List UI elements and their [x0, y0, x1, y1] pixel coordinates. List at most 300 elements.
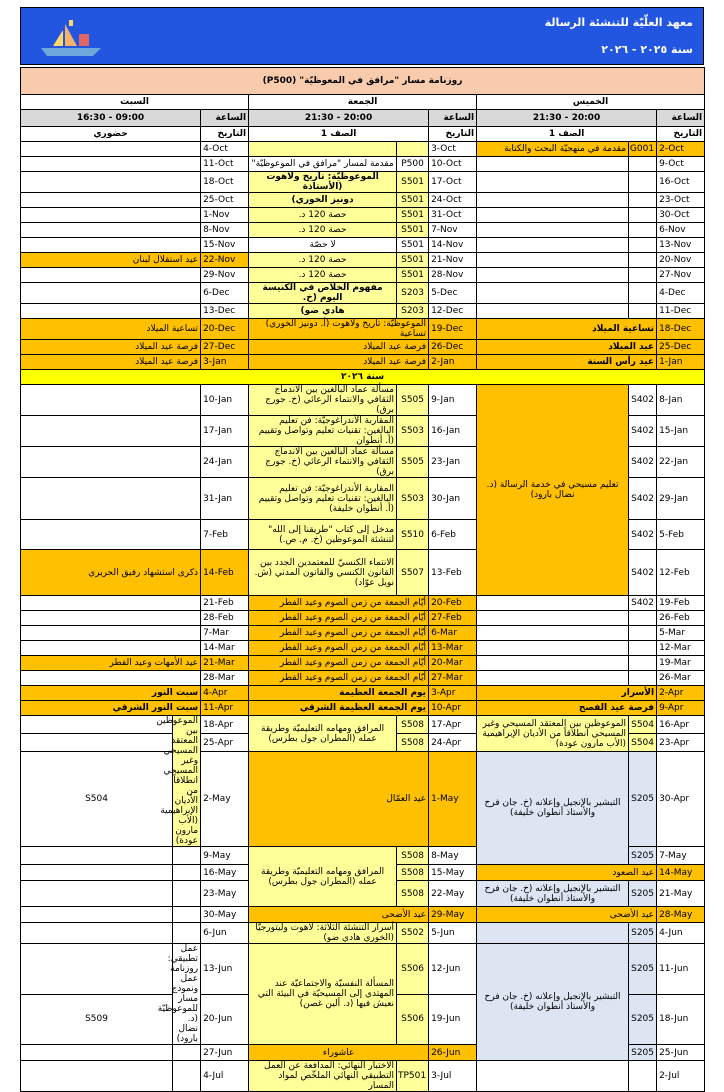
course-title — [477, 671, 629, 686]
date-cell: 5-Dec — [429, 283, 477, 304]
date-cell: 8-Nov — [201, 223, 249, 238]
date-cell: 12-Jun — [429, 944, 477, 995]
course-code — [629, 223, 657, 238]
date-cell: 18-Jun — [657, 994, 705, 1045]
time-label: الساعة — [657, 110, 705, 127]
date-cell: 4-Jun — [657, 923, 705, 944]
course-code: S501 — [397, 223, 429, 238]
course-title — [477, 596, 629, 611]
course-code: S501 — [397, 193, 429, 208]
date-cell: 11-Dec — [657, 304, 705, 319]
event-cell: عيد الميلاد — [477, 340, 657, 355]
date-cell: 2-Apr — [657, 686, 705, 701]
date-cell: 30-May — [201, 907, 249, 923]
date-cell: 15-May — [429, 865, 477, 881]
page-title: روزنامة مسار "مرافق في المعوظيّة" (P500) — [21, 68, 705, 95]
date-cell: 10-Apr — [429, 701, 477, 716]
table-row — [21, 268, 705, 283]
event-cell — [21, 208, 201, 223]
event-cell: فرصة عيد الميلاد — [21, 355, 201, 370]
date-cell: 1-Nov — [201, 208, 249, 223]
course-code — [629, 304, 657, 319]
date-cell: 2-Jul — [657, 1061, 705, 1092]
course-code — [21, 865, 173, 881]
date-cell: 28-Nov — [429, 268, 477, 283]
course-title — [477, 304, 629, 319]
course-code: S504 — [629, 734, 657, 752]
course-title — [477, 611, 629, 626]
event-cell: أيّام الجمعة من زمن الصوم وعيد الفطر — [249, 641, 429, 656]
day-header-friday: الجمعة — [249, 95, 477, 110]
event-cell: فرصة عيد الميلاد — [249, 355, 429, 370]
course-title: الموعوظيّة: تاريخ ولاهوت (الأستاذة — [249, 172, 397, 193]
table-row — [21, 385, 705, 416]
academic-year: سنة ٢٠٢٥ - ٢٠٢٦ — [601, 43, 693, 56]
course-code: S203 — [397, 304, 429, 319]
date-cell: 6-Nov — [657, 223, 705, 238]
table-row — [21, 304, 705, 319]
date-cell: 25-Dec — [657, 340, 705, 355]
date-cell: 3-Jul — [429, 1061, 477, 1092]
date-cell: 26-Feb — [657, 611, 705, 626]
course-code: S503 — [397, 478, 429, 520]
course-code — [629, 1061, 657, 1092]
course-code: S205 — [629, 847, 657, 865]
table-row — [21, 253, 705, 268]
course-title — [477, 641, 629, 656]
event-cell: أيّام الجمعة من زمن الصوم وعيد الفطر — [249, 611, 429, 626]
course-code — [629, 671, 657, 686]
course-code — [629, 626, 657, 641]
course-code — [21, 1045, 173, 1061]
course-title — [173, 881, 201, 907]
date-cell: 11-Oct — [201, 157, 249, 172]
event-cell: عيد رأس السنة — [477, 355, 657, 370]
date-cell: 22-May — [429, 881, 477, 907]
course-title — [477, 157, 629, 172]
course-code: S510 — [397, 520, 429, 550]
date-cell: 27-Mar — [429, 671, 477, 686]
course-title: المرافق ومهامه التعليميّة وطريقة عمله (المطران جول بطرس) — [249, 847, 397, 907]
event-cell: عيد الأضحى — [477, 907, 657, 923]
time-range-saturday: 09:00 - 16:30 — [21, 110, 201, 127]
course-code: S402 — [629, 385, 657, 416]
column-class: الصف 1 — [477, 127, 657, 142]
date-cell: 13-Feb — [429, 550, 477, 596]
date-cell: 17-Jan — [201, 416, 249, 447]
date-cell: 21-Mar — [201, 656, 249, 671]
table-row — [21, 626, 705, 641]
course-title: حصة 120 د. — [249, 208, 397, 223]
table-row — [21, 238, 705, 253]
event-cell — [21, 641, 201, 656]
date-cell: 29-May — [429, 907, 477, 923]
table-row — [21, 193, 705, 208]
event-cell — [21, 596, 201, 611]
date-cell: 9-Oct — [657, 157, 705, 172]
date-cell: 4-Dec — [657, 283, 705, 304]
date-cell: 16-Apr — [657, 716, 705, 734]
event-cell — [21, 671, 201, 686]
event-cell — [21, 626, 201, 641]
event-cell: عيد استقلال لبنان — [21, 253, 201, 268]
course-title: المقاربة الأندراغوجيّة: فن تعليم البالغين: تقنيات تعليم وتواصل وتقييم (أ. أنطوان خليفة) — [249, 478, 397, 520]
course-code: S501 — [397, 268, 429, 283]
course-code — [21, 944, 173, 995]
course-code: S508 — [397, 716, 429, 734]
course-code: S505 — [397, 385, 429, 416]
event-cell: أيّام الجمعة من زمن الصوم وعيد الفطر — [249, 671, 429, 686]
date-cell: 1-May — [429, 752, 477, 847]
event-cell: ذكرى استشهاد رفيق الحريري — [21, 550, 201, 596]
event-cell — [21, 385, 201, 416]
course-title: مسألة عماد البالغين بين الاندماج الثقافي والانتماء الرعائي (خ. جورج برق) — [249, 385, 397, 416]
date-cell: 20-Mar — [429, 656, 477, 671]
table-row — [21, 1061, 705, 1092]
table-row — [21, 340, 705, 355]
date-cell: 5-Feb — [657, 520, 705, 550]
event-cell: الأسرار — [477, 686, 657, 701]
table-row — [21, 223, 705, 238]
date-cell: 30-Jan — [429, 478, 477, 520]
event-cell: تساعية الميلاد — [21, 319, 201, 340]
course-code: S503 — [397, 416, 429, 447]
event-cell — [21, 447, 201, 478]
table-row — [21, 172, 705, 193]
course-code: S508 — [397, 881, 429, 907]
date-cell: 24-Jan — [201, 447, 249, 478]
course-title: التبشير بالإنجيل وإعلانه (خ. جان فرح والأستاذ أنطوان خليفة) — [477, 881, 629, 907]
course-code — [21, 923, 173, 944]
course-code — [629, 656, 657, 671]
course-title: التبشير بالإنجيل وإعلانه (خ. جان فرح والأستاذ أنطوان خليفة) — [477, 944, 629, 1061]
date-cell: 12-Feb — [657, 550, 705, 596]
course-title: دونيز الخوري) — [249, 193, 397, 208]
date-cell: 11-Jun — [657, 944, 705, 995]
course-title — [249, 142, 397, 157]
event-cell: عيد الأمهات وعيد الفطر — [21, 656, 201, 671]
course-code: S501 — [397, 238, 429, 253]
date-cell: 29-Jan — [657, 478, 705, 520]
header-bar — [20, 7, 704, 65]
course-code: S203 — [397, 283, 429, 304]
course-code — [629, 611, 657, 626]
course-code — [629, 157, 657, 172]
date-cell: 26-Dec — [429, 340, 477, 355]
course-code — [629, 238, 657, 253]
date-cell: 17-Apr — [429, 716, 477, 734]
date-cell: 26-Mar — [657, 671, 705, 686]
date-cell: 8-May — [429, 847, 477, 865]
course-code: S205 — [629, 994, 657, 1045]
table-row — [21, 142, 705, 157]
date-cell: 6-Jun — [201, 923, 249, 944]
course-title: حصة 120 د. — [249, 253, 397, 268]
course-code: S505 — [397, 447, 429, 478]
date-cell: 25-Oct — [201, 193, 249, 208]
date-cell: 27-Jun — [201, 1045, 249, 1061]
course-title — [477, 172, 629, 193]
course-code: S402 — [629, 520, 657, 550]
event-cell — [21, 172, 201, 193]
date-cell: 9-Apr — [657, 701, 705, 716]
date-cell: 19-Dec — [429, 319, 477, 340]
course-title — [477, 283, 629, 304]
date-cell: 18-Apr — [201, 716, 249, 734]
date-cell: 9-Jan — [429, 385, 477, 416]
course-code: S402 — [629, 416, 657, 447]
date-cell: 31-Oct — [429, 208, 477, 223]
course-code: S504 — [21, 752, 173, 847]
date-cell: 27-Feb — [429, 611, 477, 626]
date-cell: 28-Mar — [201, 671, 249, 686]
ship-logo-icon — [39, 18, 103, 60]
course-title: الموعوظين بين المعتقد المسيحي وغير المسيحي انطلاقاً من الأديان الإبراهيمية (الأب مارون عودة) — [173, 716, 201, 847]
course-code — [629, 193, 657, 208]
course-title — [173, 1045, 201, 1061]
year-banner: سنة ٢٠٢٦ — [21, 370, 705, 385]
course-code: S402 — [629, 550, 657, 596]
course-title — [173, 907, 201, 923]
course-code: S402 — [629, 478, 657, 520]
course-title — [173, 923, 201, 944]
date-cell: 2-May — [201, 752, 249, 847]
event-cell: تساعية الميلاد — [477, 319, 657, 340]
event-cell: عاشوراء — [249, 1045, 429, 1061]
date-cell: 20-Dec — [201, 319, 249, 340]
column-date: التاريخ — [201, 127, 249, 142]
date-cell: 19-Feb — [657, 596, 705, 611]
event-cell: عيد الأضحى — [249, 907, 429, 923]
time-label: الساعة — [201, 110, 249, 127]
event-cell — [21, 142, 201, 157]
course-title: أسرار التنشئة الثلاثة: لاهوت وليتورجيّا (الخوري هادي ضو) — [249, 923, 397, 944]
column-mode: حضوري — [21, 127, 201, 142]
course-title: حصة 120 د. — [249, 268, 397, 283]
date-cell: 22-Nov — [201, 253, 249, 268]
course-title: الموعوظين بين المعتقد المسيحي وغير المسيحي انطلاقاً من الأديان الإبراهيمية (الأب مارون عودة) — [477, 716, 629, 752]
date-cell: 21-Feb — [201, 596, 249, 611]
date-cell: 13-Dec — [201, 304, 249, 319]
date-cell: 15-Nov — [201, 238, 249, 253]
course-title — [477, 253, 629, 268]
event-cell — [21, 238, 201, 253]
course-title — [477, 223, 629, 238]
date-cell: 24-Apr — [429, 734, 477, 752]
course-code: S402 — [629, 447, 657, 478]
date-cell: 3-Apr — [429, 686, 477, 701]
date-cell: 23-Jan — [429, 447, 477, 478]
date-cell: 6-Dec — [201, 283, 249, 304]
date-cell: 23-Apr — [657, 734, 705, 752]
date-cell: 5-Jun — [429, 923, 477, 944]
course-code — [629, 268, 657, 283]
course-title: مقدمة في منهجيّة البحث والكتابة — [477, 142, 629, 157]
time-range-thursday: 20:00 - 21:30 — [477, 110, 657, 127]
table-row — [21, 611, 705, 626]
course-title: حصة 120 د. — [249, 223, 397, 238]
event-cell: عيد الصعود — [477, 865, 657, 881]
date-cell: 26-Jun — [429, 1045, 477, 1061]
course-title: مسألة عماد البالغين بين الاندماج الثقافي والانتماء الرعائي (خ. جورج برق) — [249, 447, 397, 478]
event-cell: فرصة عيد الميلاد — [249, 340, 429, 355]
course-title — [477, 1061, 629, 1092]
course-code: S506 — [397, 944, 429, 995]
time-range-friday: 20:00 - 21:30 — [249, 110, 429, 127]
course-title: هادي ضو) — [249, 304, 397, 319]
column-date: التاريخ — [657, 127, 705, 142]
course-code: P500 — [397, 157, 429, 172]
table-row — [21, 671, 705, 686]
table-row — [21, 701, 705, 716]
date-cell: 27-Nov — [657, 268, 705, 283]
date-cell: 24-Oct — [429, 193, 477, 208]
date-cell: 19-Jun — [429, 994, 477, 1045]
column-class: الصف 1 — [249, 127, 429, 142]
date-cell: 23-Oct — [657, 193, 705, 208]
date-cell: 18-Dec — [657, 319, 705, 340]
day-header-saturday: السبت — [21, 95, 249, 110]
date-cell: 4-Jul — [201, 1061, 249, 1092]
table-row — [21, 208, 705, 223]
course-title: عمل تطبيقي: روزنامة عمل ونموذج مسار للموعوظيّة (د. نضال بارود) — [173, 944, 201, 1045]
course-code: S205 — [629, 923, 657, 944]
course-title: المرافق ومهامه التعليميّة وطريقة عمله (المطران جول بطرس) — [249, 716, 397, 752]
event-cell — [21, 157, 201, 172]
date-cell: 17-Oct — [429, 172, 477, 193]
course-code — [629, 208, 657, 223]
date-cell: 13-Nov — [657, 238, 705, 253]
course-code: S205 — [629, 944, 657, 995]
course-title: تعليم مسيحي في خدمة الرسالة (د. نضال بارود) — [477, 385, 629, 596]
course-title — [477, 268, 629, 283]
event-cell — [21, 520, 201, 550]
date-cell: 28-May — [657, 907, 705, 923]
event-cell: أيّام الجمعة من زمن الصوم وعيد الفطر — [249, 596, 429, 611]
course-title: الاختبار النهائي: المدافعة عن العمل التطبيقي النهائي الملخّص لمواد المسار — [249, 1061, 397, 1092]
date-cell: 20-Nov — [657, 253, 705, 268]
table-row — [21, 923, 705, 944]
course-code: S205 — [629, 881, 657, 907]
date-cell: 21-Nov — [429, 253, 477, 268]
table-row — [21, 596, 705, 611]
calendar-page — [20, 7, 704, 1091]
table-row — [21, 907, 705, 923]
course-code — [21, 716, 173, 734]
course-title: مدخل إلى كتاب "طريقنا إلى الله" لتنشئة الموعوظين (خ. م. ص.) — [249, 520, 397, 550]
table-row — [21, 319, 705, 340]
course-title — [173, 1061, 201, 1092]
date-cell: 14-Nov — [429, 238, 477, 253]
date-cell: 27-Dec — [201, 340, 249, 355]
course-code — [21, 1061, 173, 1092]
date-cell: 7-Feb — [201, 520, 249, 550]
course-title: التبشير بالإنجيل وإعلانه (خ. جان فرح والأستاذ أنطوان خليفة) — [477, 752, 629, 865]
course-code: S509 — [21, 994, 173, 1045]
date-cell: 3-Jan — [201, 355, 249, 370]
event-cell: سبت النور — [21, 686, 201, 701]
course-code — [21, 907, 173, 923]
date-cell: 12-Mar — [657, 641, 705, 656]
course-title — [477, 208, 629, 223]
date-cell: 2-Jan — [429, 355, 477, 370]
date-cell: 30-Apr — [657, 752, 705, 847]
course-code — [629, 253, 657, 268]
date-cell: 12-Dec — [429, 304, 477, 319]
table-row — [21, 686, 705, 701]
event-cell: أيّام الجمعة من زمن الصوم وعيد الفطر — [249, 656, 429, 671]
event-cell: عيد العمّال — [249, 752, 429, 847]
date-cell: 9-May — [201, 847, 249, 865]
course-code — [21, 847, 173, 865]
date-cell: 20-Jun — [201, 994, 249, 1045]
course-code: S205 — [629, 752, 657, 847]
event-cell — [21, 223, 201, 238]
course-title: الانتماء الكنسيّ للمعتمدين الجدد بين القانون الكنسي والقانون المدني (ش. نويل عوّاد) — [249, 550, 397, 596]
course-code: S502 — [397, 923, 429, 944]
event-cell: فرصة عيد الفصح — [477, 701, 657, 716]
date-cell: 1-Jan — [657, 355, 705, 370]
event-cell: يوم الجمعة العظيمة الشرقي — [249, 701, 429, 716]
event-cell — [21, 611, 201, 626]
date-cell: 14-Feb — [201, 550, 249, 596]
date-cell: 13-Jun — [201, 944, 249, 995]
course-code: S508 — [397, 847, 429, 865]
event-cell: يوم الجمعة العظيمة — [249, 686, 429, 701]
date-cell: 10-Jan — [201, 385, 249, 416]
course-title — [477, 923, 629, 944]
table-row — [21, 716, 705, 734]
event-cell — [21, 478, 201, 520]
date-cell: 3-Oct — [429, 142, 477, 157]
date-cell: 14-May — [657, 865, 705, 881]
course-title — [477, 238, 629, 253]
schedule-table — [20, 67, 705, 1092]
course-code: S507 — [397, 550, 429, 596]
course-title: مفهوم الخلاص في الكنيسة اليوم (خ. — [249, 283, 397, 304]
course-code: S508 — [397, 734, 429, 752]
date-cell: 18-Oct — [201, 172, 249, 193]
course-code: TP501 — [397, 1061, 429, 1092]
course-title — [173, 847, 201, 865]
course-title — [477, 193, 629, 208]
date-cell: 13-Mar — [429, 641, 477, 656]
course-title: المسألة النفسيّة والاجتماعيّة عند المهتدي إلى المسيحيّة في البيئة التي نعيش فيها (د. ألين غصن) — [249, 944, 397, 1045]
date-cell: 16-May — [201, 865, 249, 881]
date-cell: 25-Apr — [201, 734, 249, 752]
course-code: S205 — [629, 1045, 657, 1061]
table-row — [21, 752, 705, 847]
date-cell: 16-Jan — [429, 416, 477, 447]
course-code: S501 — [397, 172, 429, 193]
table-row — [21, 641, 705, 656]
table-row — [21, 656, 705, 671]
date-cell: 16-Oct — [657, 172, 705, 193]
date-cell: 6-Mar — [429, 626, 477, 641]
date-cell: 7-Mar — [201, 626, 249, 641]
date-cell: 28-Feb — [201, 611, 249, 626]
table-row — [21, 283, 705, 304]
course-code: S508 — [397, 865, 429, 881]
date-cell: 19-Mar — [657, 656, 705, 671]
table-row — [21, 355, 705, 370]
date-cell: 11-Apr — [201, 701, 249, 716]
date-cell: 10-Oct — [429, 157, 477, 172]
date-cell: 14-Mar — [201, 641, 249, 656]
event-cell — [21, 268, 201, 283]
course-title: المقاربة الأندراغوجيّة: فن تعليم البالغين: تقنيات تعليم وتواصل وتقييم (أ. أنطوان — [249, 416, 397, 447]
course-title — [477, 626, 629, 641]
